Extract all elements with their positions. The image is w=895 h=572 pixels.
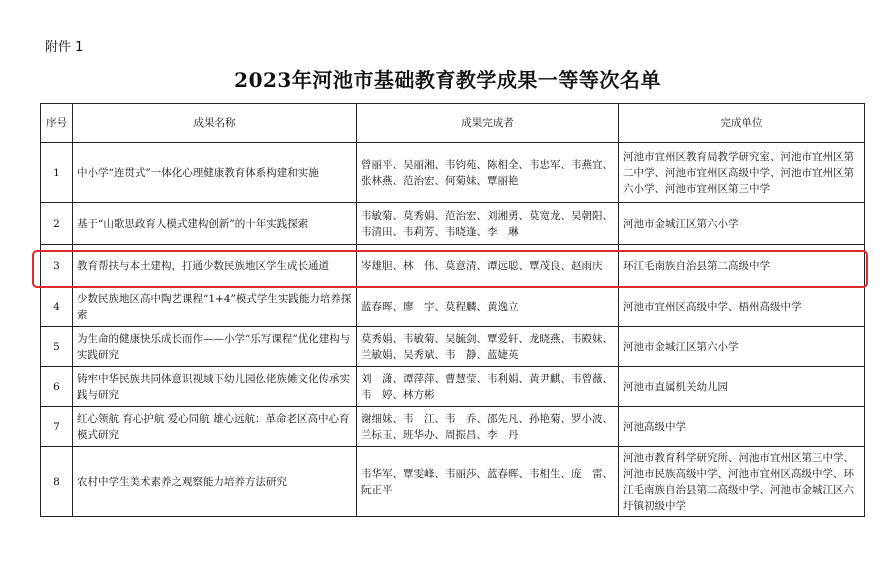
results-table	[40, 103, 865, 517]
row-people: 岑雄胆、林 伟、莫意清、谭远聪、覃茂良、赵雨庆	[357, 245, 619, 287]
row-unit: 河池市宜州区教育局教学研究室、河池市宜州区第二中学、河池市宜州区高级中学、河池市宜州区第六小学、河池市宜州区第三中学	[619, 143, 865, 203]
row-people: 谢细妹、韦 江、韦 乔、邵先凡、孙艳菊、罗小波、兰标玉、班华办、周振昌、李 丹	[357, 407, 619, 447]
row-people: 蓝春晖、廖 宇、莫程麟、黄逸立	[357, 287, 619, 327]
table-row	[41, 203, 865, 245]
row-name: 教育帮扶与本土建构，打通少数民族地区学生成长通道	[73, 245, 357, 287]
row-unit: 河池市宜州区高级中学、梧州高级中学	[619, 287, 865, 327]
row-name: 少数民族地区高中陶艺课程“1+4”模式学生实践能力培养探索	[73, 287, 357, 327]
row-no: 7	[41, 407, 73, 447]
header-people: 成果完成者	[357, 104, 619, 143]
row-no: 4	[41, 287, 73, 327]
header-name: 成果名称	[73, 104, 357, 143]
row-people: 韦华军、覃雯峰、韦丽莎、蓝春晖、韦相生、庞 雷、阮正平	[357, 447, 619, 517]
row-no: 2	[41, 203, 73, 245]
row-no: 1	[41, 143, 73, 203]
row-unit: 河池市直属机关幼儿园	[619, 367, 865, 407]
row-name: 为生命的健康快乐成长而作——小学“乐写课程”优化建构与实践研究	[73, 327, 357, 367]
table-row	[41, 407, 865, 447]
table-header-row	[41, 104, 865, 143]
table-row	[41, 367, 865, 407]
row-name: 基于“山歌思政育人模式建构创新”的十年实践探索	[73, 203, 357, 245]
row-people: 曾丽平、吴丽湘、韦钧苑、陈相全、韦忠军、韦燕宜、张林燕、范治宏、何菊妹、覃丽艳	[357, 143, 619, 203]
page-title: 2023年河池市基础教育教学成果一等等次名单	[234, 68, 661, 92]
table-row	[41, 245, 865, 287]
table-row	[41, 143, 865, 203]
row-people: 韦敏菊、莫秀娟、范治宏、刘湘勇、莫宽龙、吴朝阳、韦清田、韦莉芳、韦晓逢、李 琳	[357, 203, 619, 245]
attachment-label: 附件 1	[45, 40, 84, 55]
row-no: 6	[41, 367, 73, 407]
row-name: 铸牢中华民族共同体意识视域下幼儿园仫佬族傩文化传承实践与研究	[73, 367, 357, 407]
row-unit: 河池市金城江区第六小学	[619, 203, 865, 245]
row-name: 红心领航 育心护航 爱心同航 雄心远航：革命老区高中心育模式研究	[73, 407, 357, 447]
row-no: 8	[41, 447, 73, 517]
row-people: 莫秀娟、韦敏菊、吴毓剑、覃爱轩、龙晓燕、韦殿妹、兰敏娟、吴秀斌、韦 静、蓝婕英	[357, 327, 619, 367]
header-no: 序号	[41, 104, 73, 143]
row-no: 3	[41, 245, 73, 287]
row-unit: 河池市金城江区第六小学	[619, 327, 865, 367]
table-row	[41, 447, 865, 517]
row-people: 刘 潇、谭萍萍、曹慧莹、韦利娟、黄尹麒、韦曾薇、韦 婷、林方彬	[357, 367, 619, 407]
row-no: 5	[41, 327, 73, 367]
header-unit: 完成单位	[619, 104, 865, 143]
row-name: 中小学“连贯式”一体化心理健康教育体系构建和实施	[73, 143, 357, 203]
row-name: 农村中学生美术素养之观察能力培养方法研究	[73, 447, 357, 517]
row-unit: 河池高级中学	[619, 407, 865, 447]
row-unit: 环江毛南族自治县第二高级中学	[619, 245, 865, 287]
table-row	[41, 287, 865, 327]
row-unit: 河池市教育科学研究所、河池市宜州区第三中学、河池市民族高级中学、河池市宜州区高级中学、环江毛南族自治县第二高级中学、河池市金城江区六圩镇初级中学	[619, 447, 865, 517]
table-row	[41, 327, 865, 367]
